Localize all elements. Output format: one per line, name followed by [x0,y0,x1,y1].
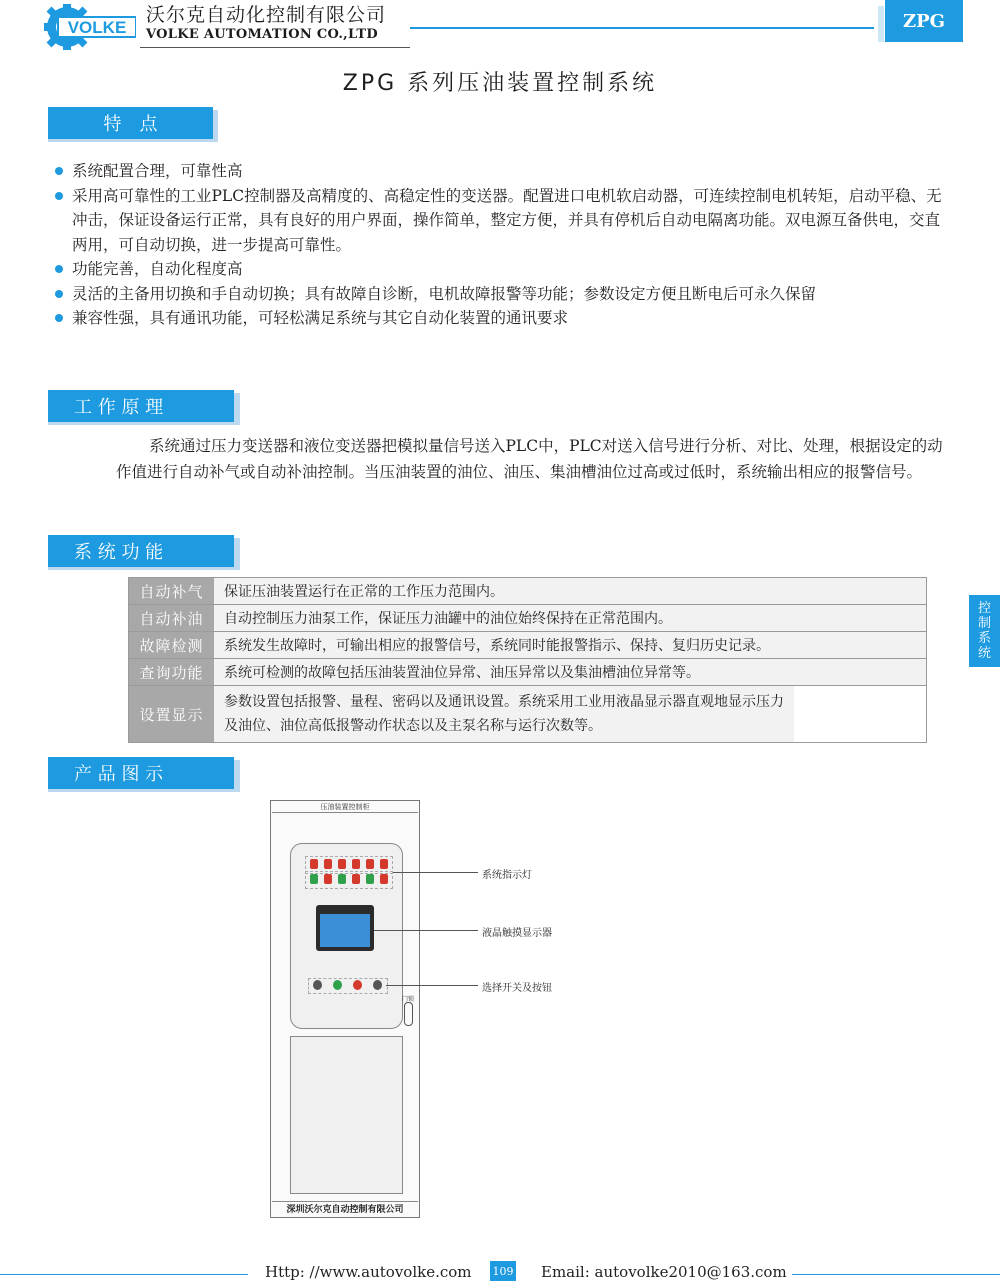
logo-text: VOLKE [67,18,127,37]
tag-shadow [878,6,884,42]
function-value: 系统发生故障时，可输出相应的报警信号，系统同时能报警指示、保持、复归历史记录。 [214,632,926,658]
indicator-lamp [352,874,360,884]
footer-email: Email: autovolke2010@163.com [541,1263,787,1281]
functions-table [128,577,927,743]
feature-item: 采用高可靠性的工业PLC控制器及高精度的、高稳定性的变送器。配置进口电机软启动器，可连续控制电机转矩，启动平稳、无冲击，保证设备运行正常，具有良好的用户界面，操作简单，整定方便，并具有停机后自动电隔离功能。双电源互备供电，交直两用，可自动切换，进一步提高可靠性。 [55,184,945,258]
indicator-lamp [380,874,388,884]
button-icon [333,980,342,990]
function-key: 设置显示 [129,686,214,742]
cabinet-footer: 深圳沃尔克自动控制有限公司 [272,1201,418,1218]
function-value: 自动控制压力油泵工作，保证压力油罐中的油位始终保持在正常范围内。 [214,605,926,631]
callout-switches: 选择开关及按钮 [482,983,552,994]
cabinet-title: 压油装置控制柜 [272,802,418,813]
side-tab-label: 控制系统 [977,601,991,661]
indicator-lamp [324,859,332,869]
touch-screen-display [320,914,370,947]
feature-item: 兼容性强，具有通讯功能，可轻松满足系统与其它自动化装置的通讯要求 [55,306,945,331]
series-tag: ZPG [885,0,963,42]
table-row [129,686,926,742]
callout-touch-screen: 液晶触摸显示器 [482,928,552,939]
indicator-lamp [352,859,360,869]
feature-item: 系统配置合理，可靠性高 [55,159,945,184]
section-principle-header: 工 作 原 理 [48,390,234,422]
function-key: 自动补气 [129,578,214,604]
section-product-header: 产 品 图 示 [48,757,234,789]
page-title: ZPG 系列压油装置控制系统 [342,71,658,96]
page-number: 109 [490,1261,516,1281]
footer-website: Http: //www.autovolke.com [265,1263,472,1281]
cabinet-lower-door [290,1036,403,1194]
function-value: 保证压油装置运行在正常的工作压力范围内。 [214,578,926,604]
indicator-lamp [338,874,346,884]
company-logo [44,4,136,50]
company-name-en: VOLKE AUTOMATION CO.,LTD [146,27,378,42]
callout-leader [393,872,478,873]
table-row [129,632,926,659]
footer-rule [792,1274,1000,1275]
header-underline [140,47,410,48]
feature-item: 灵活的主备用切换和手自动切换；具有故障自诊断，电机故障报警等功能；参数设定方便且断电后可永久保留 [55,282,945,307]
indicator-lamp [324,874,332,884]
principle-text: 系统通过压力变送器和液位变送器把模拟量信号送入PLC中，PLC对送入信号进行分析、对比、处理，根据设定的动作值进行自动补气或自动补油控制。当压油装置的油位、油压、集油槽油位过高或过低时，系统输出相应的报警信号。 [116,437,943,481]
door-lock-label: 门锁 [402,996,415,1003]
header-rule [410,27,874,29]
callout-leader [386,985,478,986]
indicator-lamp-row [305,871,393,889]
table-row [129,605,926,632]
table-row [129,578,926,605]
indicator-lamp [310,874,318,884]
selector-switch-icon [373,980,382,990]
footer-rule [0,1274,248,1275]
table-row [129,659,926,686]
indicator-lamp [366,859,374,869]
function-key: 查询功能 [129,659,214,685]
section-functions-header: 系 统 功 能 [48,535,234,567]
indicator-lamp [338,859,346,869]
callout-indicator-lamps: 系统指示灯 [482,870,532,881]
door-handle-icon [404,1002,413,1026]
features-list [55,159,945,331]
function-key: 自动补油 [129,605,214,631]
callout-leader [374,930,478,931]
side-tab-control-systems [969,595,1000,667]
indicator-lamp [366,874,374,884]
function-value: 系统可检测的故障包括压油装置油位异常、油压异常以及集油槽油位异常等。 [214,659,926,685]
selector-switch-icon [313,980,322,990]
company-name-cn: 沃尔克自动化控制有限公司 [146,4,387,26]
function-value: 参数设置包括报警、量程、密码以及通讯设置。系统采用工业用液晶显示器直观地显示压力及油位、油位高低报警动作状态以及主泵名称与运行次数等。 [214,686,794,742]
indicator-lamp [310,859,318,869]
button-icon [353,980,362,990]
switch-row [308,978,388,994]
function-key: 故障检测 [129,632,214,658]
feature-item: 功能完善，自动化程度高 [55,257,945,282]
indicator-lamp [380,859,388,869]
section-features-header: 特 点 [48,107,213,139]
